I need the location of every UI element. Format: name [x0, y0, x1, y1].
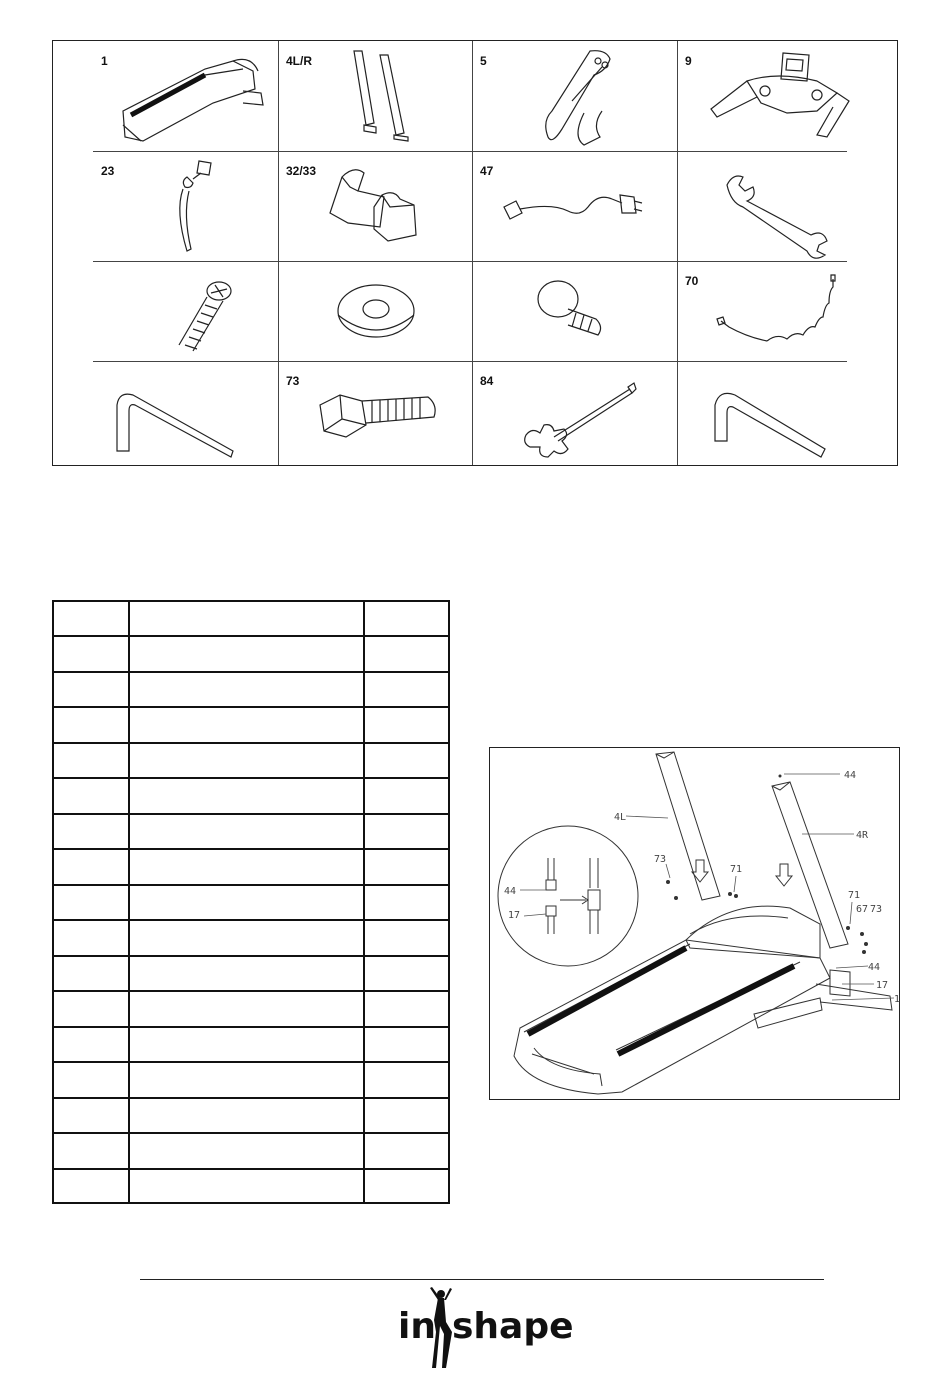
- callout-label: 44: [868, 962, 881, 973]
- table-row: [54, 706, 450, 708]
- table-row: [54, 671, 450, 673]
- callout-label: 17: [876, 980, 889, 991]
- allen-key-icon: [93, 361, 278, 465]
- part-cell: [278, 261, 472, 361]
- part-cell: [472, 41, 677, 151]
- table-row: [54, 1026, 450, 1028]
- table-row: [54, 884, 450, 886]
- part-number: 84: [480, 374, 494, 388]
- part-cell: [93, 261, 278, 361]
- callout-label: 1: [894, 994, 901, 1005]
- power-cord-icon: [472, 151, 677, 261]
- callout-label: 71: [730, 864, 743, 875]
- part-cell: [278, 361, 472, 465]
- screw-icon: [93, 261, 278, 361]
- table-column-divider: [363, 602, 365, 1202]
- part-number: 23: [101, 164, 115, 178]
- footer-divider: [140, 1279, 824, 1280]
- callout-label: 44: [844, 770, 857, 781]
- table-column-divider: [128, 602, 130, 1202]
- part-number: 47: [480, 164, 494, 178]
- table-row: [54, 813, 450, 815]
- part-cell: [472, 151, 677, 261]
- hex-bolt-icon: [278, 361, 472, 465]
- callout-label: 44: [504, 886, 517, 897]
- part-cell: [472, 261, 677, 361]
- part-number: 70: [685, 274, 699, 288]
- logo-text-suffix: shape: [452, 1306, 574, 1347]
- part-number: 4L/R: [286, 54, 313, 68]
- coil-cable-icon: [677, 261, 898, 361]
- table-row: [54, 1132, 450, 1134]
- part-cell: [93, 361, 278, 465]
- part-cell: [677, 361, 898, 465]
- console-icon: [677, 41, 898, 151]
- table-row: [54, 1168, 450, 1170]
- table-row: [54, 635, 450, 637]
- parts-list-table: [52, 600, 450, 1204]
- bolt-icon: [472, 261, 677, 361]
- callout-label: 67: [856, 904, 869, 915]
- table-row: [54, 919, 450, 921]
- part-number: 32/33: [286, 164, 317, 178]
- handlebar-icon: [472, 41, 677, 151]
- inshape-logo: [396, 1286, 574, 1370]
- table-row: [54, 955, 450, 957]
- callout-label: 71: [848, 890, 861, 901]
- table-row: [54, 990, 450, 992]
- part-number: 73: [286, 374, 300, 388]
- detail-inset: [498, 826, 638, 966]
- callout-label: 4L: [614, 812, 627, 823]
- table-row: [54, 1061, 450, 1063]
- part-cell: [677, 151, 898, 261]
- wrench-icon: [677, 151, 898, 261]
- uprights-icon: [278, 41, 472, 151]
- table-row: [54, 777, 450, 779]
- callout-label: 73: [870, 904, 883, 915]
- treadmill-base-icon: [93, 41, 278, 151]
- callout-label: 4R: [856, 830, 869, 841]
- cross-tool-icon: [472, 361, 677, 465]
- part-cell: [278, 41, 472, 151]
- callout-label: 17: [508, 910, 521, 921]
- parts-grid: [52, 40, 898, 466]
- part-cell: [278, 151, 472, 261]
- table-row: [54, 742, 450, 744]
- part-cell: [677, 41, 898, 151]
- part-cell: [677, 261, 898, 361]
- logo-text-prefix: in: [398, 1306, 436, 1347]
- part-number: 1: [101, 54, 108, 68]
- table-row: [54, 1097, 450, 1099]
- part-cell: [93, 151, 278, 261]
- callout-label: 73: [654, 854, 667, 865]
- assembly-diagram: [489, 747, 900, 1100]
- feet-covers-icon: [278, 151, 472, 261]
- safety-key-icon: [93, 151, 278, 261]
- part-cell: [93, 41, 278, 151]
- treadmill-assembly-drawing: [490, 748, 901, 1101]
- allen-key-large-icon: [677, 361, 898, 465]
- part-number: 9: [685, 54, 692, 68]
- part-number: 5: [480, 54, 487, 68]
- part-cell: [472, 361, 677, 465]
- washer-icon: [278, 261, 472, 361]
- table-row: [54, 848, 450, 850]
